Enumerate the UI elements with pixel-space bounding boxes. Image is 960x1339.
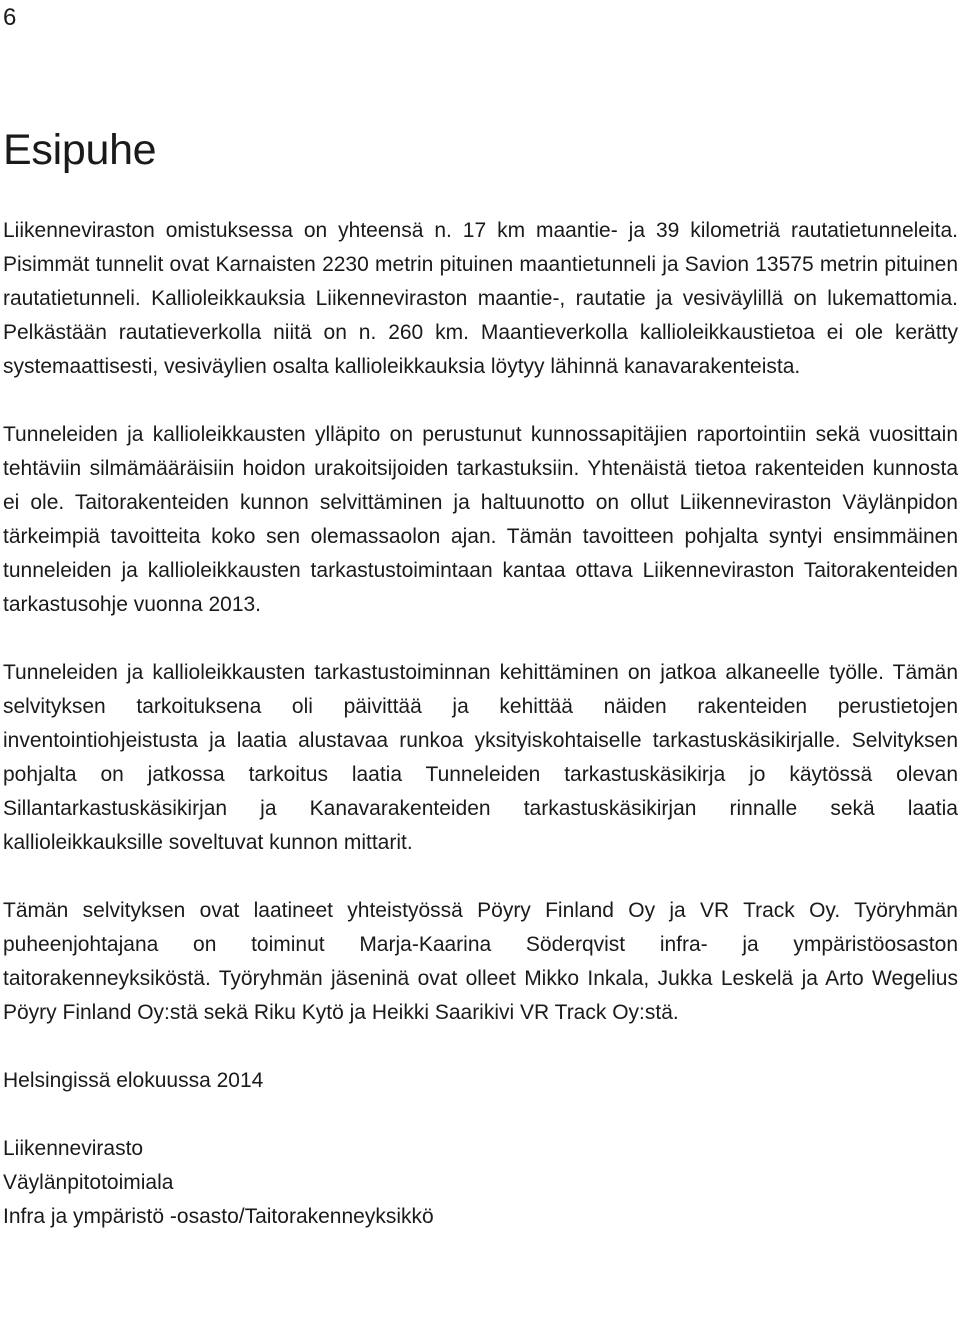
paragraph-maintenance: Tunneleiden ja kallioleikkausten ylläpito on perustunut kunnossapitäjien raportointiin sekä vuosittain tehtäviin silmämääräisiin hoidon urakoitsijoiden tarkastuksiin. Yhtenäistä tietoa rakenteiden kunnosta ei ole. Taitorakenteiden kunnon selvittäminen ja haltuunotto on ollut Liikenneviraston Väylänpidon tärkeimpiä tavoitteita koko sen olemassaolon ajan. Tämän tavoitteen pohjalta syntyi ensimmäinen tunneleiden ja kallioleikkausten tarkastustoimintaan kantaa ottava Liikenneviraston Taitorakenteiden tarkastusohje vuonna 2013.: [3, 423, 958, 616]
signature-block: [3, 1064, 958, 1234]
page-title: Esipuhe: [3, 126, 157, 174]
signature-unit: Infra ja ympäristö -osasto/Taitorakenneyksikkö: [3, 1205, 434, 1228]
place-date: Helsingissä elokuussa 2014: [3, 1069, 264, 1092]
document-body: [3, 214, 958, 1234]
signature-organization: Liikennevirasto: [3, 1137, 144, 1160]
page-number: 6: [3, 4, 17, 31]
paragraph-authors: Tämän selvityksen ovat laatineet yhteistyössä Pöyry Finland Oy ja VR Track Oy. Työryhmän puheenjohtajana on toiminut Marja-Kaarina Söderqvist infra- ja ympäristöosaston taitorakenneyksiköstä. Työryhmän jäseninä ovat olleet Mikko Inkala, Jukka Leskelä ja Arto Wegelius Pöyry Finland Oy:stä sekä Riku Kytö ja Heikki Saarikivi VR Track Oy:stä.: [3, 899, 958, 1024]
paragraph-development: Tunneleiden ja kallioleikkausten tarkastustoiminnan kehittäminen on jatkoa alkaneelle työlle. Tämän selvityksen tarkoituksena oli päivittää ja kehittää näiden rakenteiden perustietojen inventointiohjeistusta ja laatia alustavaa runkoa yksityiskohtaiselle tarkastuskäsikirjalle. Selvityksen pohjalta on jatkossa tarkoitus laatia Tunneleiden tarkastuskäsikirja jo käytössä olevan Sillantarkastuskäsikirjan ja Kanavarakenteiden tarkastuskäsikirjan rinnalle sekä laatia kallioleikkauksille soveltuvat kunnon mittarit.: [3, 661, 958, 854]
signature-division: Väylänpitotoimiala: [3, 1171, 174, 1194]
paragraph-intro: Liikenneviraston omistuksessa on yhteensä n. 17 km maantie- ja 39 kilometriä rautatietunneleita. Pisimmät tunnelit ovat Karnaisten 2230 metrin pituinen maantietunneli ja Savion 13575 metrin pituinen rautatietunneli. Kallioleikkauksia Liikenneviraston maantie-, rautatie ja vesiväylillä on lukemattomia. Pelkästään rautatieverkolla niitä on n. 260 km. Maantieverkolla kallioleikkaustietoa ei ole kerätty systemaattisesti, vesiväylien osalta kallioleikkauksia löytyy lähinnä kanavarakenteista.: [3, 219, 958, 378]
